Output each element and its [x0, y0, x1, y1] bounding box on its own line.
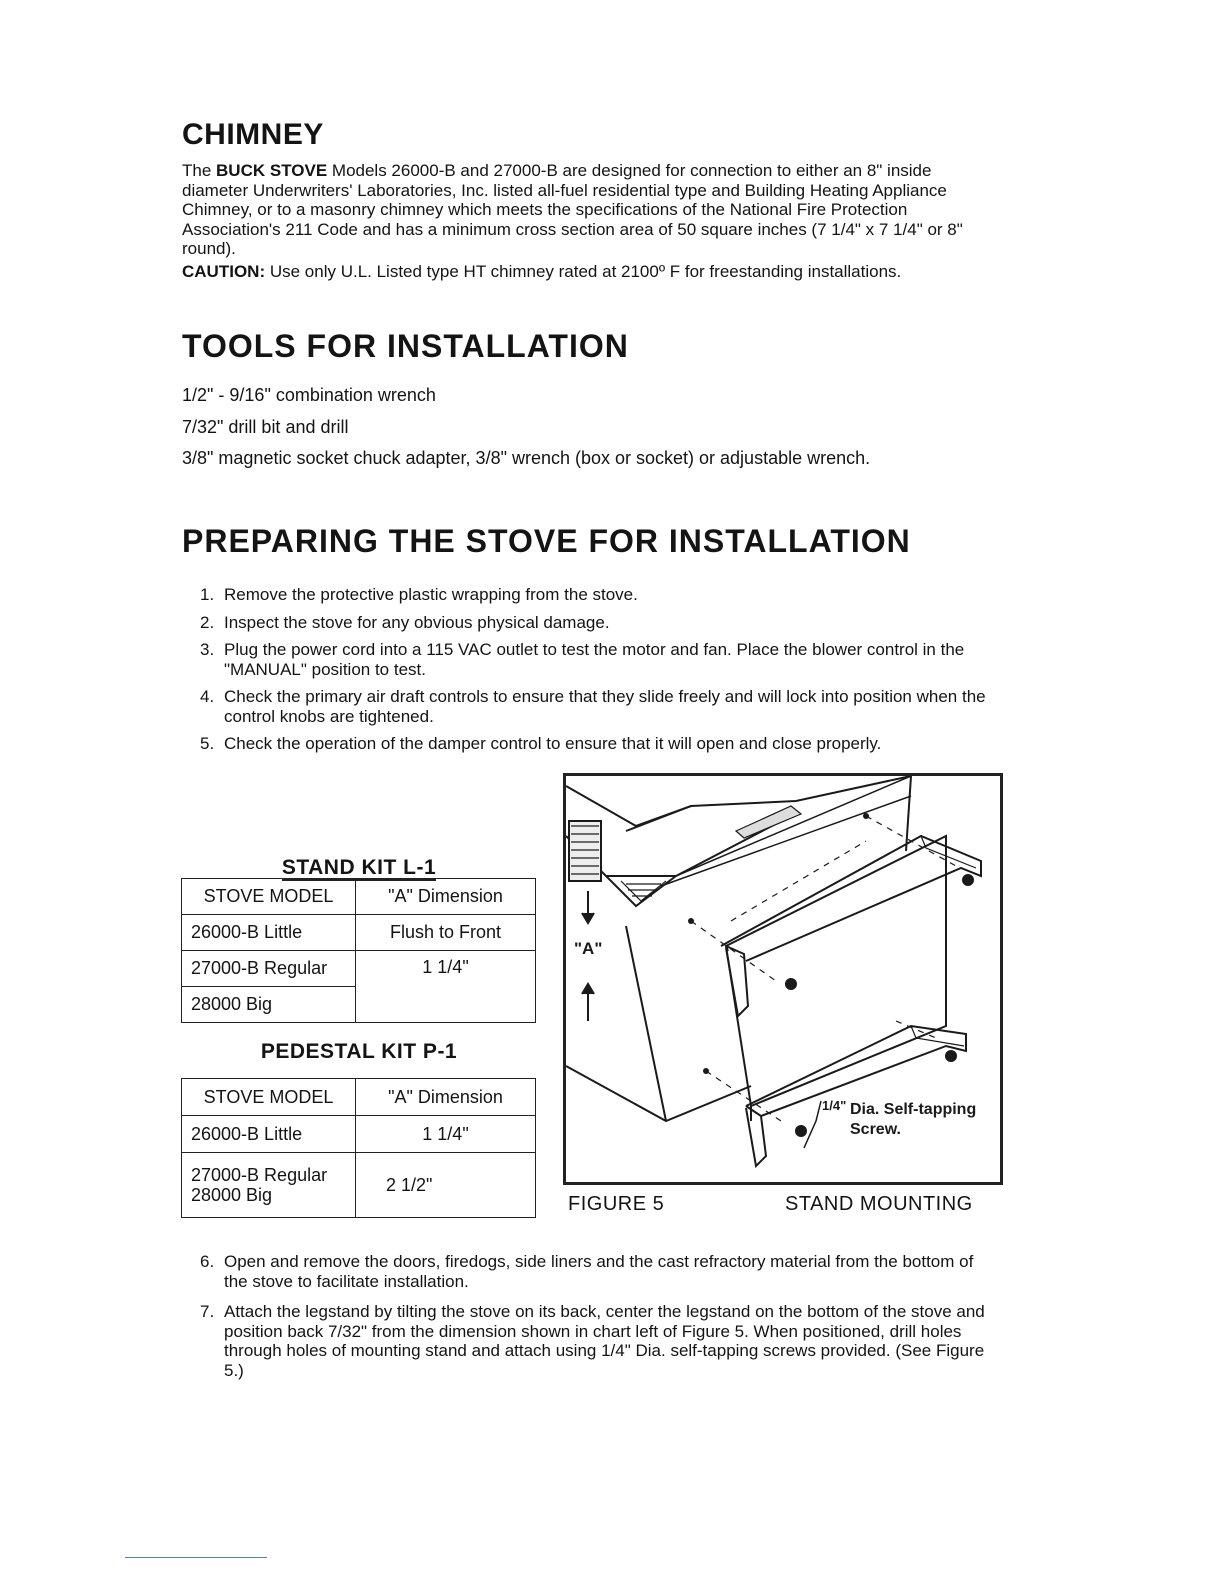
figure-5-frame [563, 773, 1003, 1185]
tool-item: 7/32" drill bit and drill [182, 417, 349, 437]
table-cell: 28000 Big [182, 987, 356, 1023]
list-item: 3. Plug the power cord into a 115 VAC outlet to test the motor and fan. Place the blower control in the "MANUAL" position to test. [200, 640, 965, 679]
figure-label: FIGURE 5 [568, 1193, 665, 1215]
stand-kit-title: STAND KIT L-1 [281, 856, 437, 879]
table-row [182, 951, 536, 987]
tool-item: 1/2" - 9/16" combination wrench [182, 385, 436, 405]
table-row [182, 1153, 536, 1218]
list-item: 7. Attach the legstand by tilting the stove on its back, center the legstand on the bottom of the stove and position back 7/32" from the dimension shown in chart left of Figure 5. When positioned, drill holes through holes of mounting stand and attach using 1/4" Dia. self-tapping screws provided. (See Figure 5.) [200, 1302, 985, 1380]
tools-heading: TOOLS FOR INSTALLATION [182, 328, 629, 364]
table-header-cell: STOVE MODEL [182, 1079, 356, 1116]
screw-note-line1: Dia. Self-tapping [850, 1101, 977, 1118]
table-cell: 27000-B Regular [182, 951, 356, 987]
caution-label: CAUTION: [182, 262, 266, 281]
list-item: 5. Check the operation of the damper control to ensure that it will open and close properly. [200, 734, 882, 753]
table-cell: Flush to Front [356, 915, 536, 951]
table-row [182, 1079, 536, 1116]
chimney-intro: The BUCK STOVE Models 26000-B and 27000-B are designed for connection to either an 8" inside diameter Underwriters' Laboratories, Inc. listed all-fuel residential type and Building Heating Appliance Chimney, or to a masonry chimney which meets the specifications of the National Fire Protection Association's 211 Code and has a minimum cross section area of 50 square inches (7 1/4" x 7 1/4" or 8" round). [182, 161, 963, 258]
table-cell: 26000-B Little [182, 915, 356, 951]
chimney-caution: CAUTION: Use only U.L. Listed type HT chimney rated at 2100º F for freestanding installations. [182, 262, 902, 281]
chimney-heading: CHIMNEY [182, 118, 324, 151]
tool-item: 3/8" magnetic socket chuck adapter, 3/8" wrench (box or socket) or adjustable wrench. [182, 448, 871, 468]
preparing-heading: PREPARING THE STOVE FOR INSTALLATION [182, 523, 911, 559]
table-row [182, 915, 536, 951]
table-cell: 26000-B Little [182, 1116, 356, 1153]
pedestal-kit-table [181, 1078, 536, 1218]
brand-name: BUCK STOVE [216, 161, 328, 180]
table-row [182, 879, 536, 915]
table-cell: 2 1/2" [356, 1153, 536, 1218]
prep-steps-list [200, 585, 998, 754]
table-header-cell: STOVE MODEL [182, 879, 356, 915]
table-cell: 1 1/4" [356, 1116, 536, 1153]
table-cell: 1 1/4" [356, 951, 536, 1023]
screw-size-note: 1/4" [822, 1098, 847, 1113]
table-header-cell: "A" Dimension [356, 879, 536, 915]
dimension-a-label: "A" [574, 939, 603, 958]
screw-note-line2: Screw. [850, 1121, 901, 1138]
list-item: 2. Inspect the stove for any obvious physical damage. [200, 612, 610, 632]
list-item: 1. Remove the protective plastic wrapping from the stove. [200, 585, 638, 604]
prep-steps-list-continued [200, 1252, 998, 1380]
table-header-cell: "A" Dimension [356, 1079, 536, 1116]
stand-mounting-illustration [566, 776, 1000, 1182]
list-item: 4. Check the primary air draft controls to ensure that they slide freely and will lock into position when the control knobs are tightened. [200, 687, 986, 726]
pedestal-kit-title: PEDESTAL KIT P-1 [260, 1040, 458, 1063]
table-row [182, 1116, 536, 1153]
footer-rule [125, 1557, 267, 1558]
stand-kit-table [181, 878, 536, 1023]
table-cell: 27000-B Regular 28000 Big [182, 1153, 356, 1218]
figure-caption: STAND MOUNTING [785, 1193, 973, 1215]
list-item: 6. Open and remove the doors, firedogs, side liners and the cast refractory material from the bottom of the stove to facilitate installation. [200, 1252, 974, 1291]
